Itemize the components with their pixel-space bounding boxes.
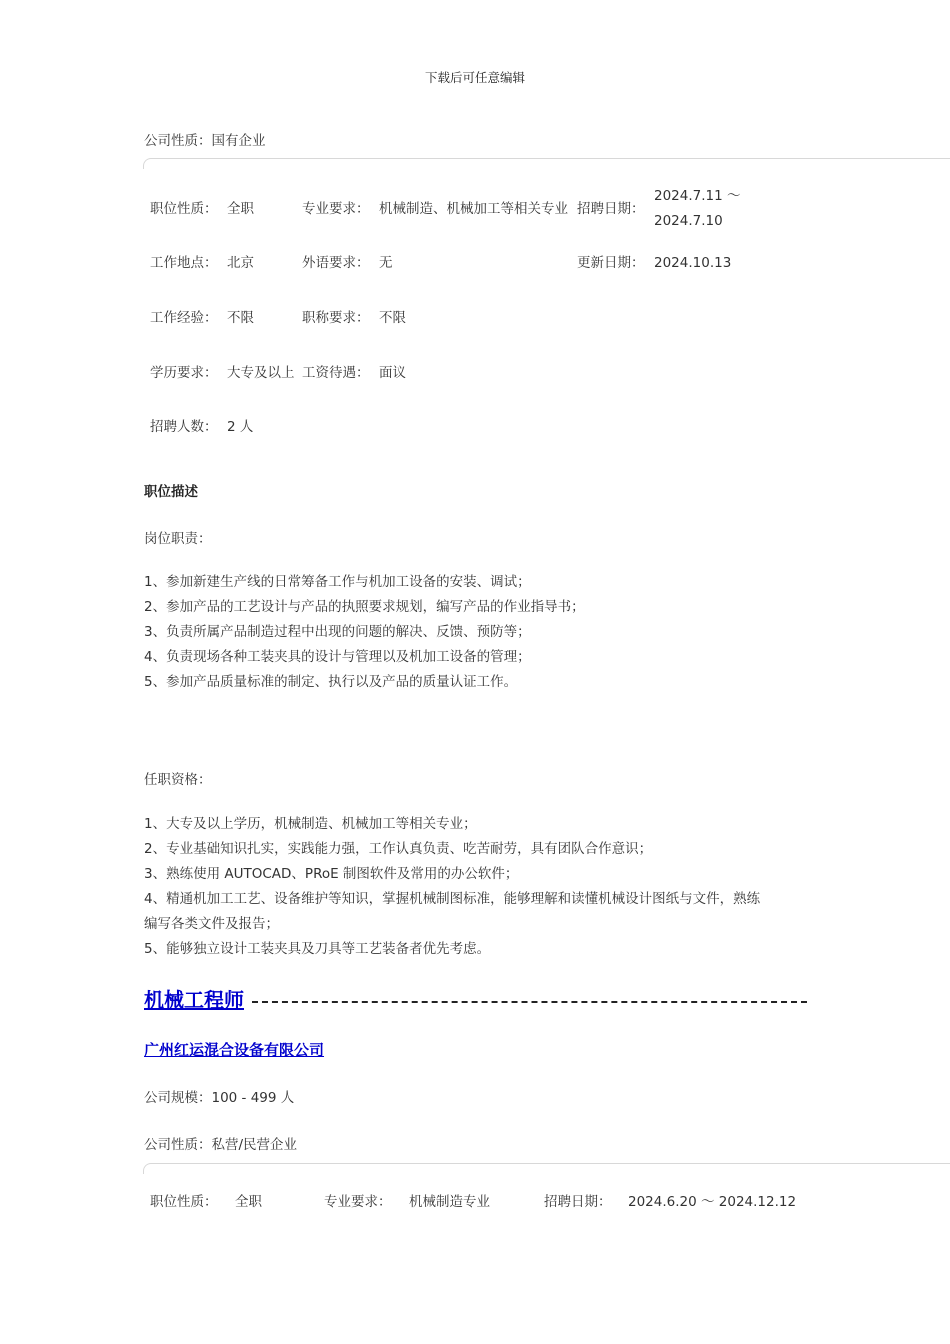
- page-header: 下载后可任意编辑: [424, 70, 525, 85]
- cell-label: 更新日期：: [577, 255, 645, 271]
- cell-value: 无: [379, 255, 393, 271]
- list-item: 5、能够独立设计工装夹具及刀具等工艺装备者优先考虑。: [144, 941, 491, 957]
- list-item: 编写各类文件及报告；: [144, 916, 279, 932]
- list-item: 2、参加产品的工艺设计与产品的执照要求规划，编写产品的作业指导书；: [144, 599, 585, 615]
- cell-label: 招聘日期：: [577, 200, 645, 217]
- cell-value: 北京: [227, 255, 254, 271]
- cell-label: [302, 400, 379, 454]
- cell-value: 2024.6.20 ～ 2024.12.12: [628, 1194, 797, 1210]
- cell-value: [654, 400, 764, 454]
- cell-value: 2024.7.11 ～ 2024.7.10: [654, 188, 741, 229]
- table-row: [150, 346, 764, 400]
- cell-label: [577, 346, 654, 400]
- list-item: 5、参加产品质量标准的制定、执行以及产品的质量认证工作。: [144, 674, 518, 690]
- cell-value: 不限: [227, 310, 254, 326]
- job-info-table: [150, 182, 764, 454]
- description-heading: 职位描述: [144, 484, 198, 500]
- company-nature: 公司性质：私营/民营企业: [144, 1137, 298, 1153]
- company-nature: 公司性质：国有企业: [144, 133, 266, 149]
- cell-value: 不限: [379, 310, 406, 326]
- list-item: 3、负责所属产品制造过程中出现的问题的解决、反馈、预防等；: [144, 624, 531, 640]
- cell-label: 工作经验：: [150, 310, 218, 326]
- cell-label: 招聘日期：: [544, 1194, 612, 1210]
- cell-label: 职称要求：: [302, 310, 370, 326]
- cell-label: 专业要求：: [324, 1194, 392, 1210]
- list-item: 1、参加新建生产线的日常筹备工作与机加工设备的安装、调试；: [144, 574, 531, 590]
- table-row: [150, 400, 764, 454]
- cell-label: 职位性质：: [150, 1194, 218, 1210]
- cell-label: 专业要求：: [302, 200, 370, 217]
- section-divider: [143, 158, 950, 169]
- table-row: [150, 236, 764, 291]
- cell-value: 机械制造专业: [409, 1194, 490, 1210]
- company-scale: 公司规模：100 - 499 人: [144, 1090, 295, 1106]
- qualifications-title: 任职资格：: [144, 772, 212, 788]
- list-item: 1、大专及以上学历，机械制造、机械加工等相关专业；: [144, 816, 477, 832]
- cell-value: [379, 400, 577, 454]
- list-item: 4、精通机加工工艺、设备维护等知识，掌握机械制图标准，能够理解和读懂机械设计图纸与文件，熟练: [144, 891, 761, 907]
- section-divider: [143, 1163, 950, 1174]
- table-row: [150, 291, 764, 346]
- list-item: 2、专业基础知识扎实，实践能力强，工作认真负责、吃苦耐劳，具有团队合作意识；: [144, 841, 653, 857]
- cell-label: 外语要求：: [302, 255, 370, 271]
- list-item: 4、负责现场各种工装夹具的设计与管理以及机加工设备的管理；: [144, 649, 531, 665]
- cell-label: 招聘人数：: [150, 418, 218, 435]
- cell-value: 2 人: [227, 418, 254, 435]
- duties-title: 岗位职责：: [144, 531, 212, 547]
- cell-label: 职位性质：: [150, 200, 218, 217]
- cell-label: [577, 291, 654, 346]
- cell-label: 学历要求：: [150, 364, 218, 381]
- cell-value: 2024.10.13: [654, 255, 732, 271]
- cell-label: 工资待遇：: [302, 364, 370, 381]
- table-row: [150, 182, 764, 236]
- cell-label: [577, 400, 654, 454]
- job-title-link[interactable]: 机械工程师: [144, 988, 244, 1012]
- dashed-divider: [252, 1001, 807, 1003]
- cell-value: 全职: [235, 1194, 262, 1210]
- cell-value: 大专及以上: [227, 364, 295, 381]
- cell-value: 面议: [379, 364, 406, 381]
- list-item: 3、熟练使用 AUTOCAD、PRoE 制图软件及常用的办公软件；: [144, 866, 519, 882]
- company-name-link[interactable]: 广州红运混合设备有限公司: [144, 1041, 325, 1059]
- cell-value: [654, 346, 764, 400]
- cell-value: 全职: [227, 200, 254, 217]
- cell-label: 工作地点：: [150, 255, 218, 271]
- cell-value: 机械制造、机械加工等相关专业: [379, 200, 568, 217]
- cell-value: [654, 291, 764, 346]
